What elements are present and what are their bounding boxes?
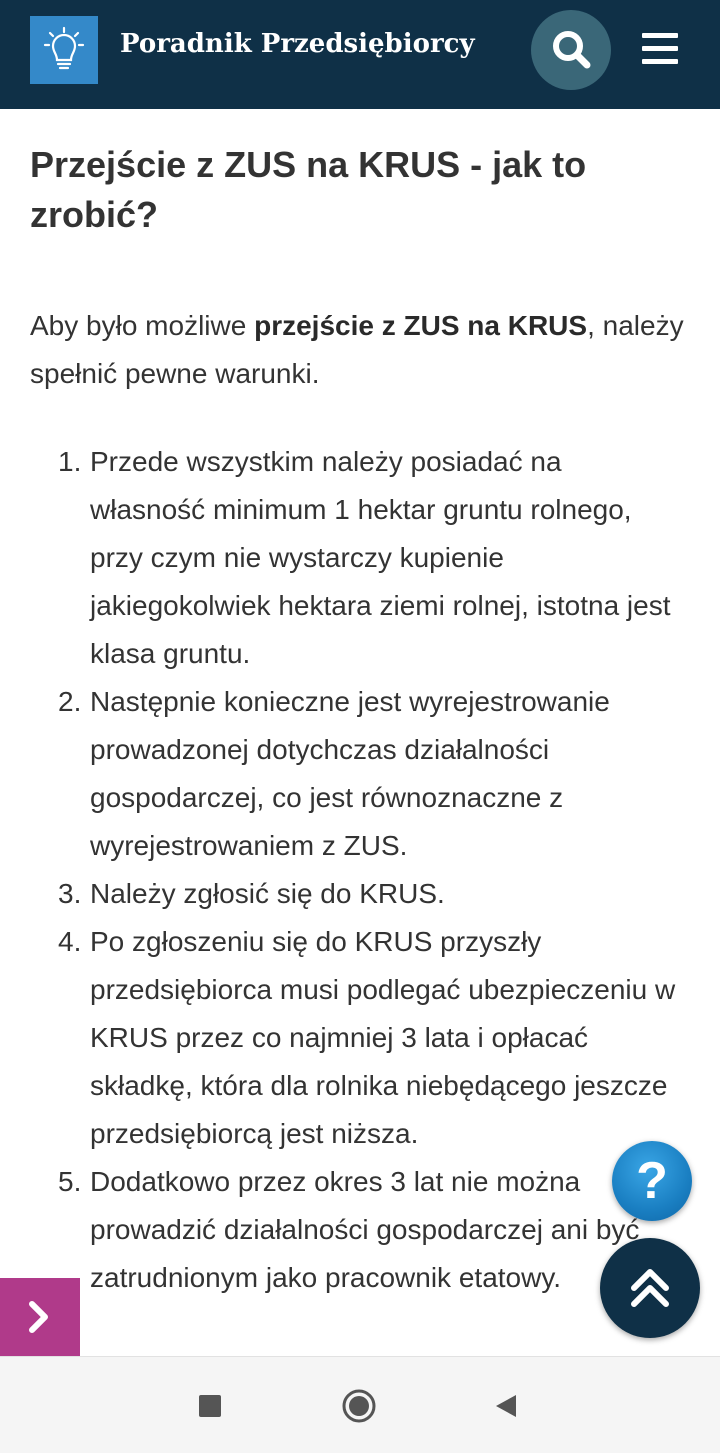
list-item-text: Przede wszystkim należy posiadać na własność minimum 1 hektar gruntu rolnego, przy czym nie wystarczy kupienie jakiegokolwiek hektara ziemi rolnej, istotna jest klasa gruntu. (90, 446, 671, 669)
scroll-to-top-button[interactable] (600, 1238, 700, 1338)
recent-apps-square-icon[interactable] (199, 1395, 221, 1417)
menu-line (642, 33, 678, 38)
intro-text-start: Aby było możliwe (30, 310, 255, 341)
hamburger-menu-icon[interactable] (636, 26, 686, 72)
menu-line (642, 46, 678, 51)
list-item-number: 4. (58, 926, 82, 957)
list-item (0, 870, 700, 918)
list-item (0, 1158, 700, 1302)
menu-line (642, 59, 678, 64)
lightbulb-icon[interactable] (30, 16, 98, 84)
back-triangle-icon[interactable] (492, 1392, 520, 1420)
intro-text-bold: przejście z ZUS na KRUS (254, 310, 588, 341)
list-item-text: Po zgłoszeniu się do KRUS przyszły przedsiębiorca musi podlegać ubezpieczeniu w KRUS przez co najmniej 3 lata i opłacać składkę, która dla rolnika niebędącego jeszcze przedsiębiorcą jest niższa. (90, 926, 676, 1149)
list-item-text: Należy zgłosić się do KRUS. (90, 878, 445, 909)
list-item-number: 2. (58, 686, 82, 717)
double-chevron-up-icon (600, 1238, 700, 1338)
site-brand-title[interactable]: Poradnik Przedsiębiorcy (120, 29, 475, 59)
list-item-number: 1. (58, 446, 82, 477)
intro-text-end: , należy spełnić pewne warunki. (30, 310, 684, 389)
system-navigation-bar (0, 1356, 720, 1453)
help-icon: ? (636, 1152, 668, 1210)
list-item-text: Następnie konieczne jest wyrejestrowanie prowadzonej dotychczas działalności gospodarczej, co jest równoznaczne z wyrejestrowaniem z ZUS. (90, 686, 610, 861)
list-item-number: 3. (58, 878, 82, 909)
steps-list (0, 438, 700, 1302)
search-icon[interactable] (531, 10, 611, 90)
list-item-text: Dodatkowo przez okres 3 lat nie można prowadzić działalności gospodarczej ani być zatrudnionym jako pracownik etatowy. (90, 1166, 640, 1293)
list-item (0, 438, 700, 678)
help-button[interactable] (612, 1141, 692, 1221)
article-title: Przejście z ZUS na KRUS - jak to zrobić? (30, 144, 587, 235)
home-circle-icon[interactable] (341, 1388, 377, 1424)
list-item (0, 678, 700, 870)
article-intro (30, 302, 690, 398)
list-item (0, 918, 700, 1158)
side-panel-toggle[interactable] (0, 1278, 80, 1356)
chevron-right-icon (0, 1278, 80, 1356)
list-item-number: 5. (58, 1166, 82, 1197)
top-app-bar (0, 0, 720, 109)
